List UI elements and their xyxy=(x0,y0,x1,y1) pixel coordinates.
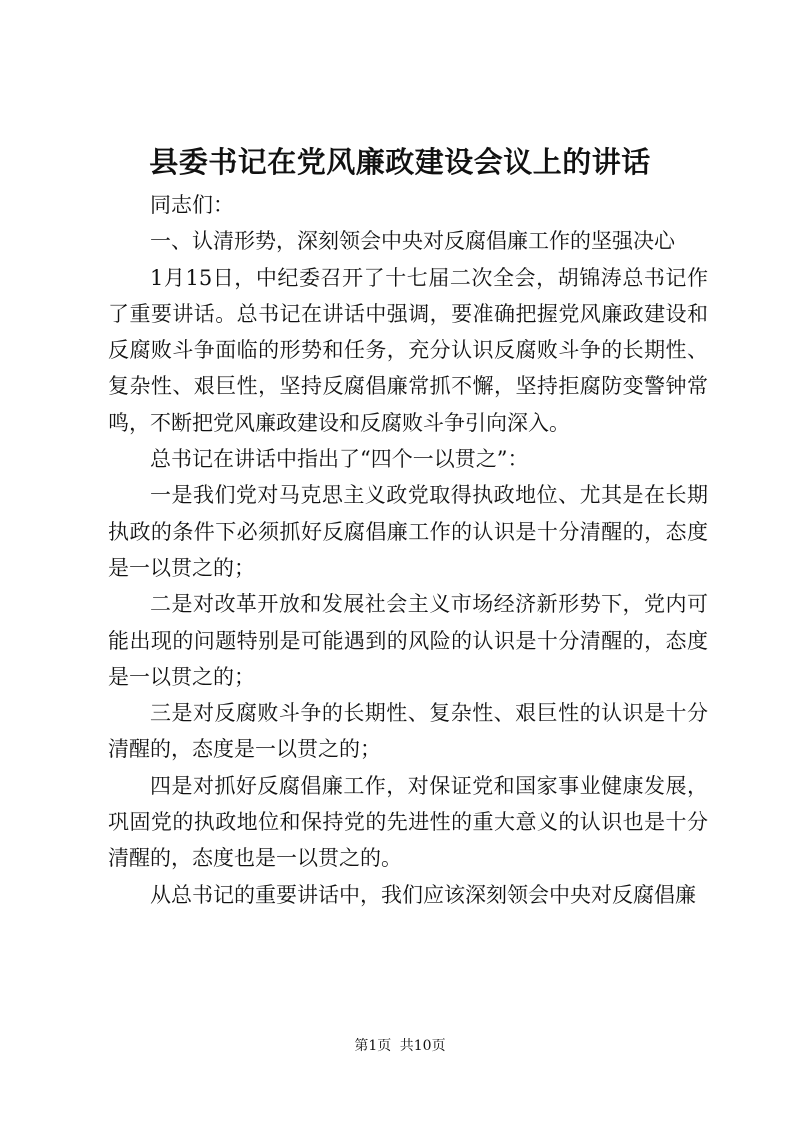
paragraph: 二是对改革开放和发展社会主义市场经济新形势下，党内可能出现的问题特别是可能遇到的风险的认识是十分清醒的，态度是一以贯之的； xyxy=(108,592,708,689)
paragraph: 总书记在讲话中指出了“四个一以贯之”： xyxy=(150,447,529,472)
salutation: 同志们： xyxy=(150,193,234,217)
document-title: 县委书记在党风廉政建设会议上的讲话 xyxy=(149,145,651,179)
page-total: 共10页 xyxy=(399,1038,446,1054)
page-number: 第1页 xyxy=(354,1038,392,1054)
page-footer xyxy=(0,1036,800,1056)
paragraph: 四是对抓好反腐倡廉工作，对保证党和国家事业健康发展，巩固党的执政地位和保持党的先进性的重大意义的认识也是十分清醒的，态度也是一以贯之的。 xyxy=(108,773,708,871)
document-body xyxy=(108,187,708,913)
paragraph: 1月15日，中纪委召开了十七届二次全会，胡锦涛总书记作了重要讲话。总书记在讲话中强调，要准确把握党风廉政建设和反腐败斗争面临的形势和任务，充分认识反腐败斗争的长期性、复杂性、艰巨性，坚持反腐倡廉常抓不懈，坚持拒腐防变警钟常鸣，不断把党风廉政建设和反腐败斗争引向深入。 xyxy=(108,265,708,435)
paragraph: 从总书记的重要讲话中，我们应该深刻领会中央对反腐倡廉 xyxy=(150,882,696,907)
paragraph: 三是对反腐败斗争的长期性、复杂性、艰巨性的认识是十分清醒的，态度是一以贯之的； xyxy=(108,701,708,762)
paragraph: 一是我们党对马克思主义政党取得执政地位、尤其是在长期执政的条件下必须抓好反腐倡廉工作的认识是十分清醒的，态度是一以贯之的； xyxy=(108,483,708,580)
section-heading: 一、认清形势，深刻领会中央对反腐倡廉工作的坚强决心 xyxy=(150,229,675,254)
